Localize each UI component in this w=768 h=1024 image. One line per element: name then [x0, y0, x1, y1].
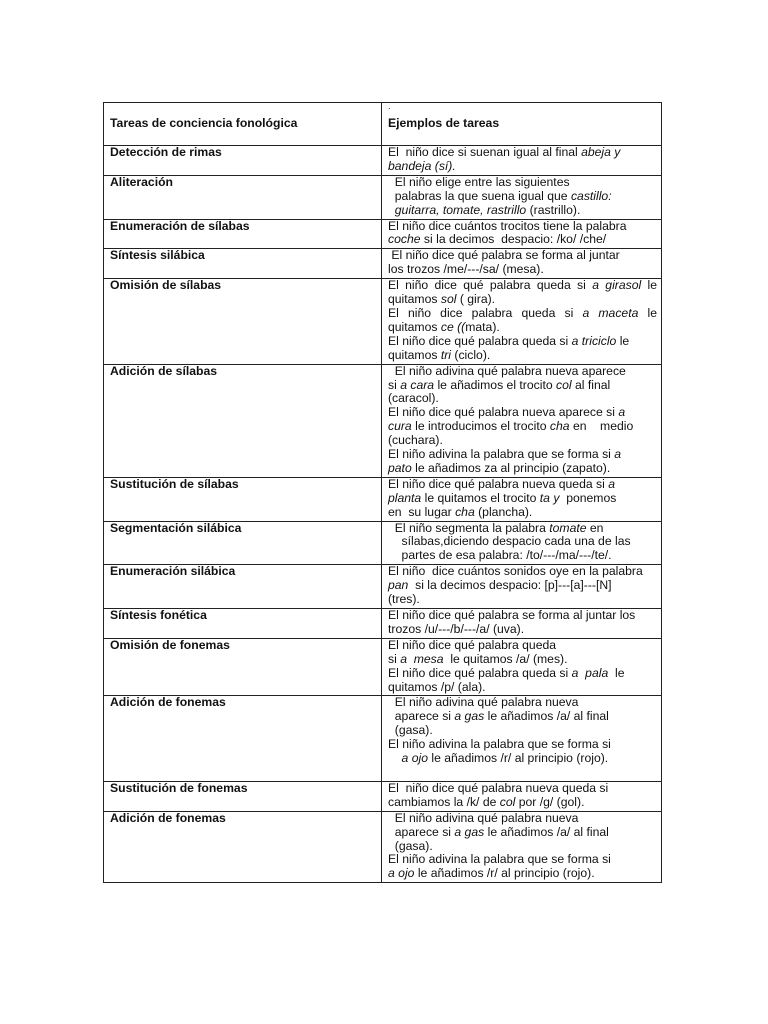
example-italic-text: ce (( — [440, 319, 466, 334]
example-text: palabras la que suena igual que — [388, 188, 571, 203]
example-cell — [382, 219, 662, 249]
example-italic-text: a gas — [454, 709, 485, 724]
task-cell — [104, 811, 382, 883]
task-name: Aliteración — [110, 174, 173, 189]
table-row — [104, 364, 662, 477]
example-text: El niño dice qué palabra se forma al juntar — [388, 248, 620, 263]
example-italic-text: cha — [549, 419, 570, 434]
example-text: si la decimos despacio: /ko/ /che/ — [420, 232, 607, 247]
example-line — [388, 867, 657, 881]
example-italic-text: a girasol — [592, 278, 642, 293]
example-italic-text: abeja y — [581, 145, 621, 159]
example-cell — [382, 279, 662, 364]
example-line — [388, 766, 657, 780]
example-text: cambiamos la /k/ de — [388, 794, 500, 809]
example-line — [388, 710, 657, 724]
example-cell — [382, 781, 662, 811]
example-cell — [382, 146, 662, 176]
example-text: El niño elige entre las siguientes — [388, 174, 570, 189]
example-text: en — [586, 520, 604, 535]
example-text: por /g/ (gol). — [515, 794, 585, 809]
example-line — [388, 160, 657, 174]
example-italic-text: coche — [388, 232, 421, 247]
table-row — [104, 477, 662, 521]
example-line — [388, 853, 657, 867]
example-text: le — [608, 665, 625, 680]
example-text: le añadimos za al principio (zapato). — [411, 460, 611, 475]
example-line — [388, 249, 657, 263]
example-line — [388, 233, 657, 247]
example-line — [388, 190, 657, 204]
header-cell-tasks — [104, 103, 382, 146]
example-text: le quitamos el trocito — [421, 490, 540, 505]
table-row — [104, 146, 662, 176]
example-line — [388, 263, 657, 277]
table-row — [104, 638, 662, 696]
task-cell — [104, 521, 382, 565]
example-italic-text: cura — [388, 419, 412, 434]
example-text: (rastrillo). — [526, 202, 581, 217]
example-line — [388, 522, 657, 536]
example-italic-text: pan — [388, 578, 409, 593]
example-cell — [382, 521, 662, 565]
header-tasks-label: Tareas de conciencia fonológica — [110, 116, 298, 130]
example-line — [388, 681, 657, 695]
table-row — [104, 219, 662, 249]
example-text: quitamos /p/ (ala). — [388, 679, 486, 694]
example-text: El niño dice qué palabra nueva aparece si — [388, 405, 619, 420]
example-text — [388, 751, 402, 765]
example-text: sílabas,diciendo despacio cada una de las — [388, 534, 631, 549]
table-header-row — [104, 103, 662, 146]
example-text: le — [616, 333, 630, 348]
example-text: El niño dice qué palabra queda — [388, 637, 557, 652]
example-text: le añadimos /r/ al principio (rojo). — [427, 751, 609, 766]
example-text: El niño dice cuántos trocitos tiene la palabra — [388, 218, 627, 233]
example-line — [388, 826, 657, 840]
example-text: si — [388, 377, 401, 392]
example-text: (tres). — [388, 592, 420, 607]
example-text: El niño adivina la palabra que se forma si — [388, 852, 611, 867]
example-line — [388, 667, 657, 681]
example-text: El niño dice qué palabra queda si — [388, 665, 572, 680]
example-line — [388, 392, 657, 406]
example-italic-text: planta — [388, 490, 422, 505]
example-text: si — [388, 651, 401, 666]
example-text: ( gira). — [456, 292, 496, 307]
example-text: trozos /u/---/b/---/a/ (uva). — [388, 621, 525, 636]
example-cell — [382, 364, 662, 477]
example-line — [388, 307, 657, 321]
example-italic-text: cha — [455, 504, 475, 519]
example-text: El niño dice qué palabra queda si — [388, 278, 593, 293]
example-italic-text: sol — [440, 292, 457, 307]
example-text: aparece si — [388, 824, 455, 839]
table-row — [104, 781, 662, 811]
example-italic-text: castillo: — [570, 188, 612, 203]
task-cell — [104, 175, 382, 219]
example-italic-text: a maceta — [582, 305, 639, 320]
example-cell — [382, 249, 662, 279]
example-text: El niño dice qué palabra nueva queda si — [388, 476, 609, 491]
example-line — [388, 293, 657, 307]
table-row — [104, 609, 662, 639]
example-text: en su lugar — [388, 504, 456, 519]
example-text: quitamos — [388, 347, 441, 362]
example-text: le añadimos /r/ al principio (rojo). — [414, 866, 595, 881]
example-italic-text: a gas — [454, 824, 485, 839]
task-cell — [104, 364, 382, 477]
task-name: Sustitución de sílabas — [110, 476, 239, 491]
example-cell — [382, 811, 662, 883]
table-row — [104, 175, 662, 219]
example-line — [388, 549, 657, 563]
task-name: Omisión de fonemas — [110, 637, 230, 652]
task-name: Detección de rimas — [110, 145, 222, 159]
example-line — [388, 840, 657, 854]
example-text: (cuchara). — [388, 433, 443, 448]
example-text: quitamos — [388, 292, 441, 307]
example-cell — [382, 565, 662, 609]
example-line — [388, 379, 657, 393]
example-line — [388, 335, 657, 349]
task-name: Síntesis silábica — [110, 248, 205, 263]
example-text: (plancha). — [474, 504, 533, 519]
header-cell-examples: . Ejemplos de tareas — [382, 103, 662, 146]
example-line — [388, 535, 657, 549]
task-name: Adición de fonemas — [110, 695, 226, 710]
task-cell — [104, 279, 382, 364]
example-text: (gasa). — [388, 838, 433, 853]
example-cell — [382, 696, 662, 781]
task-name: Omisión de sílabas — [110, 278, 222, 293]
example-line — [388, 321, 657, 335]
example-line — [388, 365, 657, 379]
example-text: ponemos — [559, 490, 617, 505]
example-text: los trozos /me/---/sa/ (mesa). — [388, 262, 544, 277]
example-line — [388, 639, 657, 653]
example-line — [388, 724, 657, 738]
example-cell — [382, 609, 662, 639]
task-cell — [104, 781, 382, 811]
example-text: El niño segmenta la palabra — [388, 520, 550, 535]
example-text: El niño adivina qué palabra nueva — [388, 695, 579, 710]
example-text: le añadimos /a/ al final — [484, 824, 609, 839]
example-text: quitamos — [388, 319, 441, 334]
table-row — [104, 565, 662, 609]
example-text: El niño dice qué palabra nueva queda si — [388, 780, 609, 795]
example-text: le introducimos el trocito — [411, 419, 550, 434]
example-text: El niño dice qué palabra queda si — [388, 333, 572, 348]
example-italic-text: ta y — [539, 490, 560, 505]
example-line — [388, 506, 657, 520]
example-line — [388, 220, 657, 234]
example-text: en medio — [569, 419, 634, 434]
example-text: El niño dice palabra queda si — [388, 305, 583, 320]
example-italic-text: a mesa — [400, 651, 444, 666]
example-line — [388, 565, 657, 579]
example-line — [388, 609, 657, 623]
example-text: partes de esa palabra: /to/---/ma/---/te/. — [388, 548, 612, 563]
example-italic-text: guitarra, tomate, rastrillo — [388, 202, 527, 217]
task-name: Sustitución de fonemas — [110, 780, 248, 795]
example-text: El niño adivina qué palabra nueva aparece — [388, 363, 626, 378]
example-italic-text: a — [614, 447, 622, 462]
header-examples-label: Ejemplos de tareas — [388, 116, 500, 130]
example-text: si la decimos despacio: [p]---[a]---[N] — [408, 578, 612, 593]
task-name: Adición de sílabas — [110, 363, 218, 378]
example-italic-text: a triciclo — [571, 333, 617, 348]
example-line — [388, 796, 657, 810]
task-name: Enumeración silábica — [110, 564, 236, 579]
example-line — [388, 579, 657, 593]
example-text: mata). — [465, 319, 500, 334]
example-italic-text: a ojo — [401, 751, 428, 766]
example-text: le añadimos el trocito — [434, 377, 556, 392]
task-cell — [104, 477, 382, 521]
example-text: El niño adivina qué palabra nueva — [388, 810, 579, 825]
example-text: le — [638, 305, 657, 320]
example-line — [388, 812, 657, 826]
example-text: El niño dice cuántos sonidos oye en la palabra — [388, 564, 643, 579]
example-cell — [382, 638, 662, 696]
example-line — [388, 448, 657, 462]
example-italic-text: a cara — [400, 377, 435, 392]
example-text: El niño dice qué palabra se forma al juntar los — [388, 608, 636, 622]
example-line — [388, 478, 657, 492]
example-text: al final — [571, 377, 611, 392]
example-text: El niño dice si suenan igual al final — [388, 145, 582, 159]
example-text: le quitamos /a/ (mes). — [443, 651, 568, 666]
example-line — [388, 279, 657, 293]
table-row — [104, 521, 662, 565]
example-cell — [382, 477, 662, 521]
example-line — [388, 696, 657, 710]
task-name: Enumeración de sílabas — [110, 218, 250, 233]
example-italic-text: a — [618, 405, 626, 420]
task-cell — [104, 696, 382, 781]
example-italic-text: a — [608, 476, 615, 491]
example-text: (ciclo). — [451, 347, 491, 362]
example-line — [388, 176, 657, 190]
table-row — [104, 249, 662, 279]
example-text: aparece si — [388, 709, 455, 724]
example-italic-text: tomate — [549, 520, 587, 535]
example-line — [388, 146, 657, 160]
example-italic-text: tri — [440, 347, 451, 362]
example-line — [388, 738, 657, 752]
example-text: (gasa). — [388, 723, 433, 738]
example-cell — [382, 175, 662, 219]
example-text: le — [641, 278, 658, 293]
task-cell — [104, 249, 382, 279]
example-line — [388, 752, 657, 766]
phonological-tasks-table — [103, 102, 662, 883]
example-line — [388, 349, 657, 363]
example-italic-text: a pala — [571, 665, 609, 680]
table-row — [104, 279, 662, 364]
task-name: Segmentación silábica — [110, 520, 242, 535]
example-line — [388, 420, 657, 434]
table-row — [104, 696, 662, 781]
example-line — [388, 782, 657, 796]
example-italic-text: a ojo — [388, 866, 415, 881]
task-name: Síntesis fonética — [110, 608, 207, 622]
example-text: El niño adivina la palabra que se forma si — [388, 447, 615, 462]
task-cell — [104, 219, 382, 249]
example-text — [388, 765, 391, 779]
example-line — [388, 593, 657, 607]
table-row — [104, 811, 662, 883]
example-italic-text: col — [499, 794, 516, 809]
example-line — [388, 434, 657, 448]
task-cell — [104, 146, 382, 176]
example-line — [388, 653, 657, 667]
example-text: (caracol). — [388, 391, 439, 406]
task-cell — [104, 638, 382, 696]
example-italic-text: pato — [388, 460, 412, 475]
example-text: El niño adivina la palabra que se forma si — [388, 737, 611, 752]
example-line — [388, 462, 657, 476]
example-italic-text: col — [556, 377, 572, 392]
task-name: Adición de fonemas — [110, 810, 226, 825]
example-line — [388, 406, 657, 420]
task-cell — [104, 565, 382, 609]
example-line — [388, 623, 657, 637]
example-text: le añadimos /a/ al final — [484, 709, 609, 724]
example-italic-text: bandeja (sí). — [388, 158, 456, 173]
task-cell — [104, 609, 382, 639]
table-body — [104, 103, 662, 883]
example-line — [388, 204, 657, 218]
example-line — [388, 492, 657, 506]
